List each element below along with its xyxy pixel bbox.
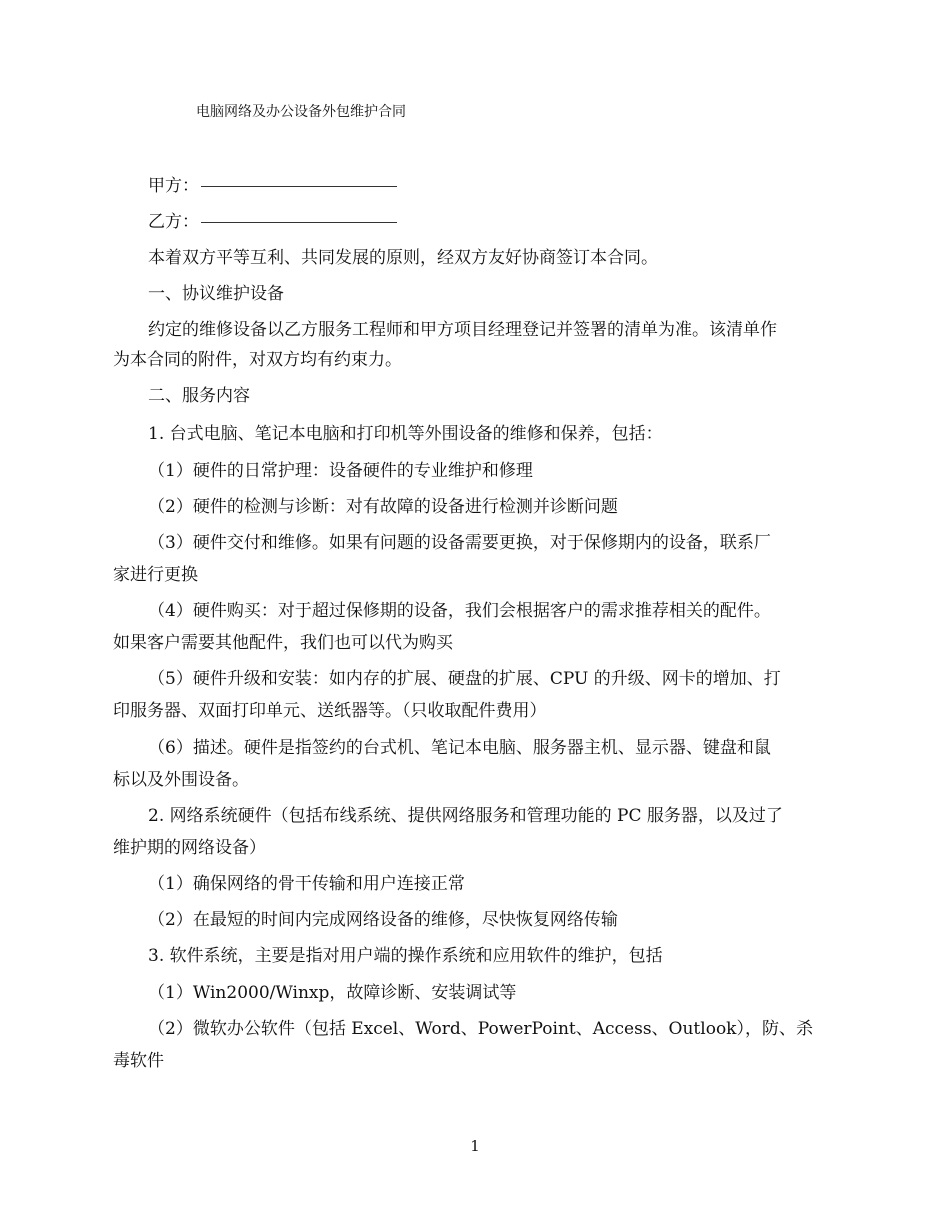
party-b-line	[148, 205, 878, 240]
list-item: （1）Win2000/Winxp，故障诊断、安装调试等	[148, 983, 517, 1003]
list-item: （6）描述。硬件是指签约的台式机、笔记本电脑、服务器主机、显示器、键盘和鼠	[148, 738, 771, 758]
list-item: （5）硬件升级和安装：如内存的扩展、硬盘的扩展、CPU 的升级、网卡的增加、打	[148, 669, 781, 689]
list-item: 维护期的网络设备）	[113, 838, 266, 858]
list-item: 3. 软件系统，主要是指对用户端的操作系统和应用软件的维护，包括	[148, 946, 663, 966]
list-item: 如果客户需要其他配件，我们也可以代为购买	[113, 633, 453, 653]
list-item: （1）确保网络的骨干传输和用户连接正常	[148, 874, 465, 894]
list-item: 家进行更换	[113, 565, 198, 585]
list-item: 印服务器、双面打印单元、送纸器等。（只收取配件费用）	[113, 701, 547, 721]
party-b-blank[interactable]	[201, 222, 397, 223]
list-item: （2）微软办公软件（包括 Excel、Word、PowerPoint、Access、Outlook），防、杀	[148, 1019, 813, 1039]
list-item: 毒软件	[113, 1051, 164, 1071]
section-heading: 一、协议维护设备	[148, 284, 284, 304]
list-item: （3）硬件交付和维修。如果有问题的设备需要更换，对于保修期内的设备，联系厂	[148, 533, 771, 553]
list-item: 1. 台式电脑、笔记本电脑和打印机等外围设备的维修和保养，包括：	[148, 424, 663, 444]
paragraph: 约定的维修设备以乙方服务工程师和甲方项目经理登记并签署的清单为准。该清单作	[148, 320, 777, 340]
page-number: 1	[470, 1137, 480, 1155]
party-b-label: 乙方：	[148, 212, 199, 232]
document-title: 电脑网络及办公设备外包维护合同	[196, 104, 406, 120]
party-a-blank[interactable]	[201, 186, 397, 187]
list-item: 2. 网络系统硬件（包括布线系统、提供网络服务和管理功能的 PC 服务器，以及过了	[148, 806, 783, 826]
list-item: （2）在最短的时间内完成网络设备的维修，尽快恢复网络传输	[148, 910, 618, 930]
list-item: （1）硬件的日常护理：设备硬件的专业维护和修理	[148, 461, 533, 481]
list-item: （4）硬件购买：对于超过保修期的设备，我们会根据客户的需求推荐相关的配件。	[148, 601, 771, 621]
party-a-line	[148, 169, 878, 204]
list-item: 标以及外围设备。	[113, 770, 249, 790]
party-a-label: 甲方：	[148, 176, 199, 196]
paragraph: 本着双方平等互利、共同发展的原则，经双方友好协商签订本合同。	[148, 248, 658, 268]
list-item: （2）硬件的检测与诊断：对有故障的设备进行检测并诊断问题	[148, 497, 618, 517]
paragraph: 为本合同的附件，对双方均有约束力。	[113, 350, 402, 370]
section-heading: 二、服务内容	[148, 386, 250, 406]
